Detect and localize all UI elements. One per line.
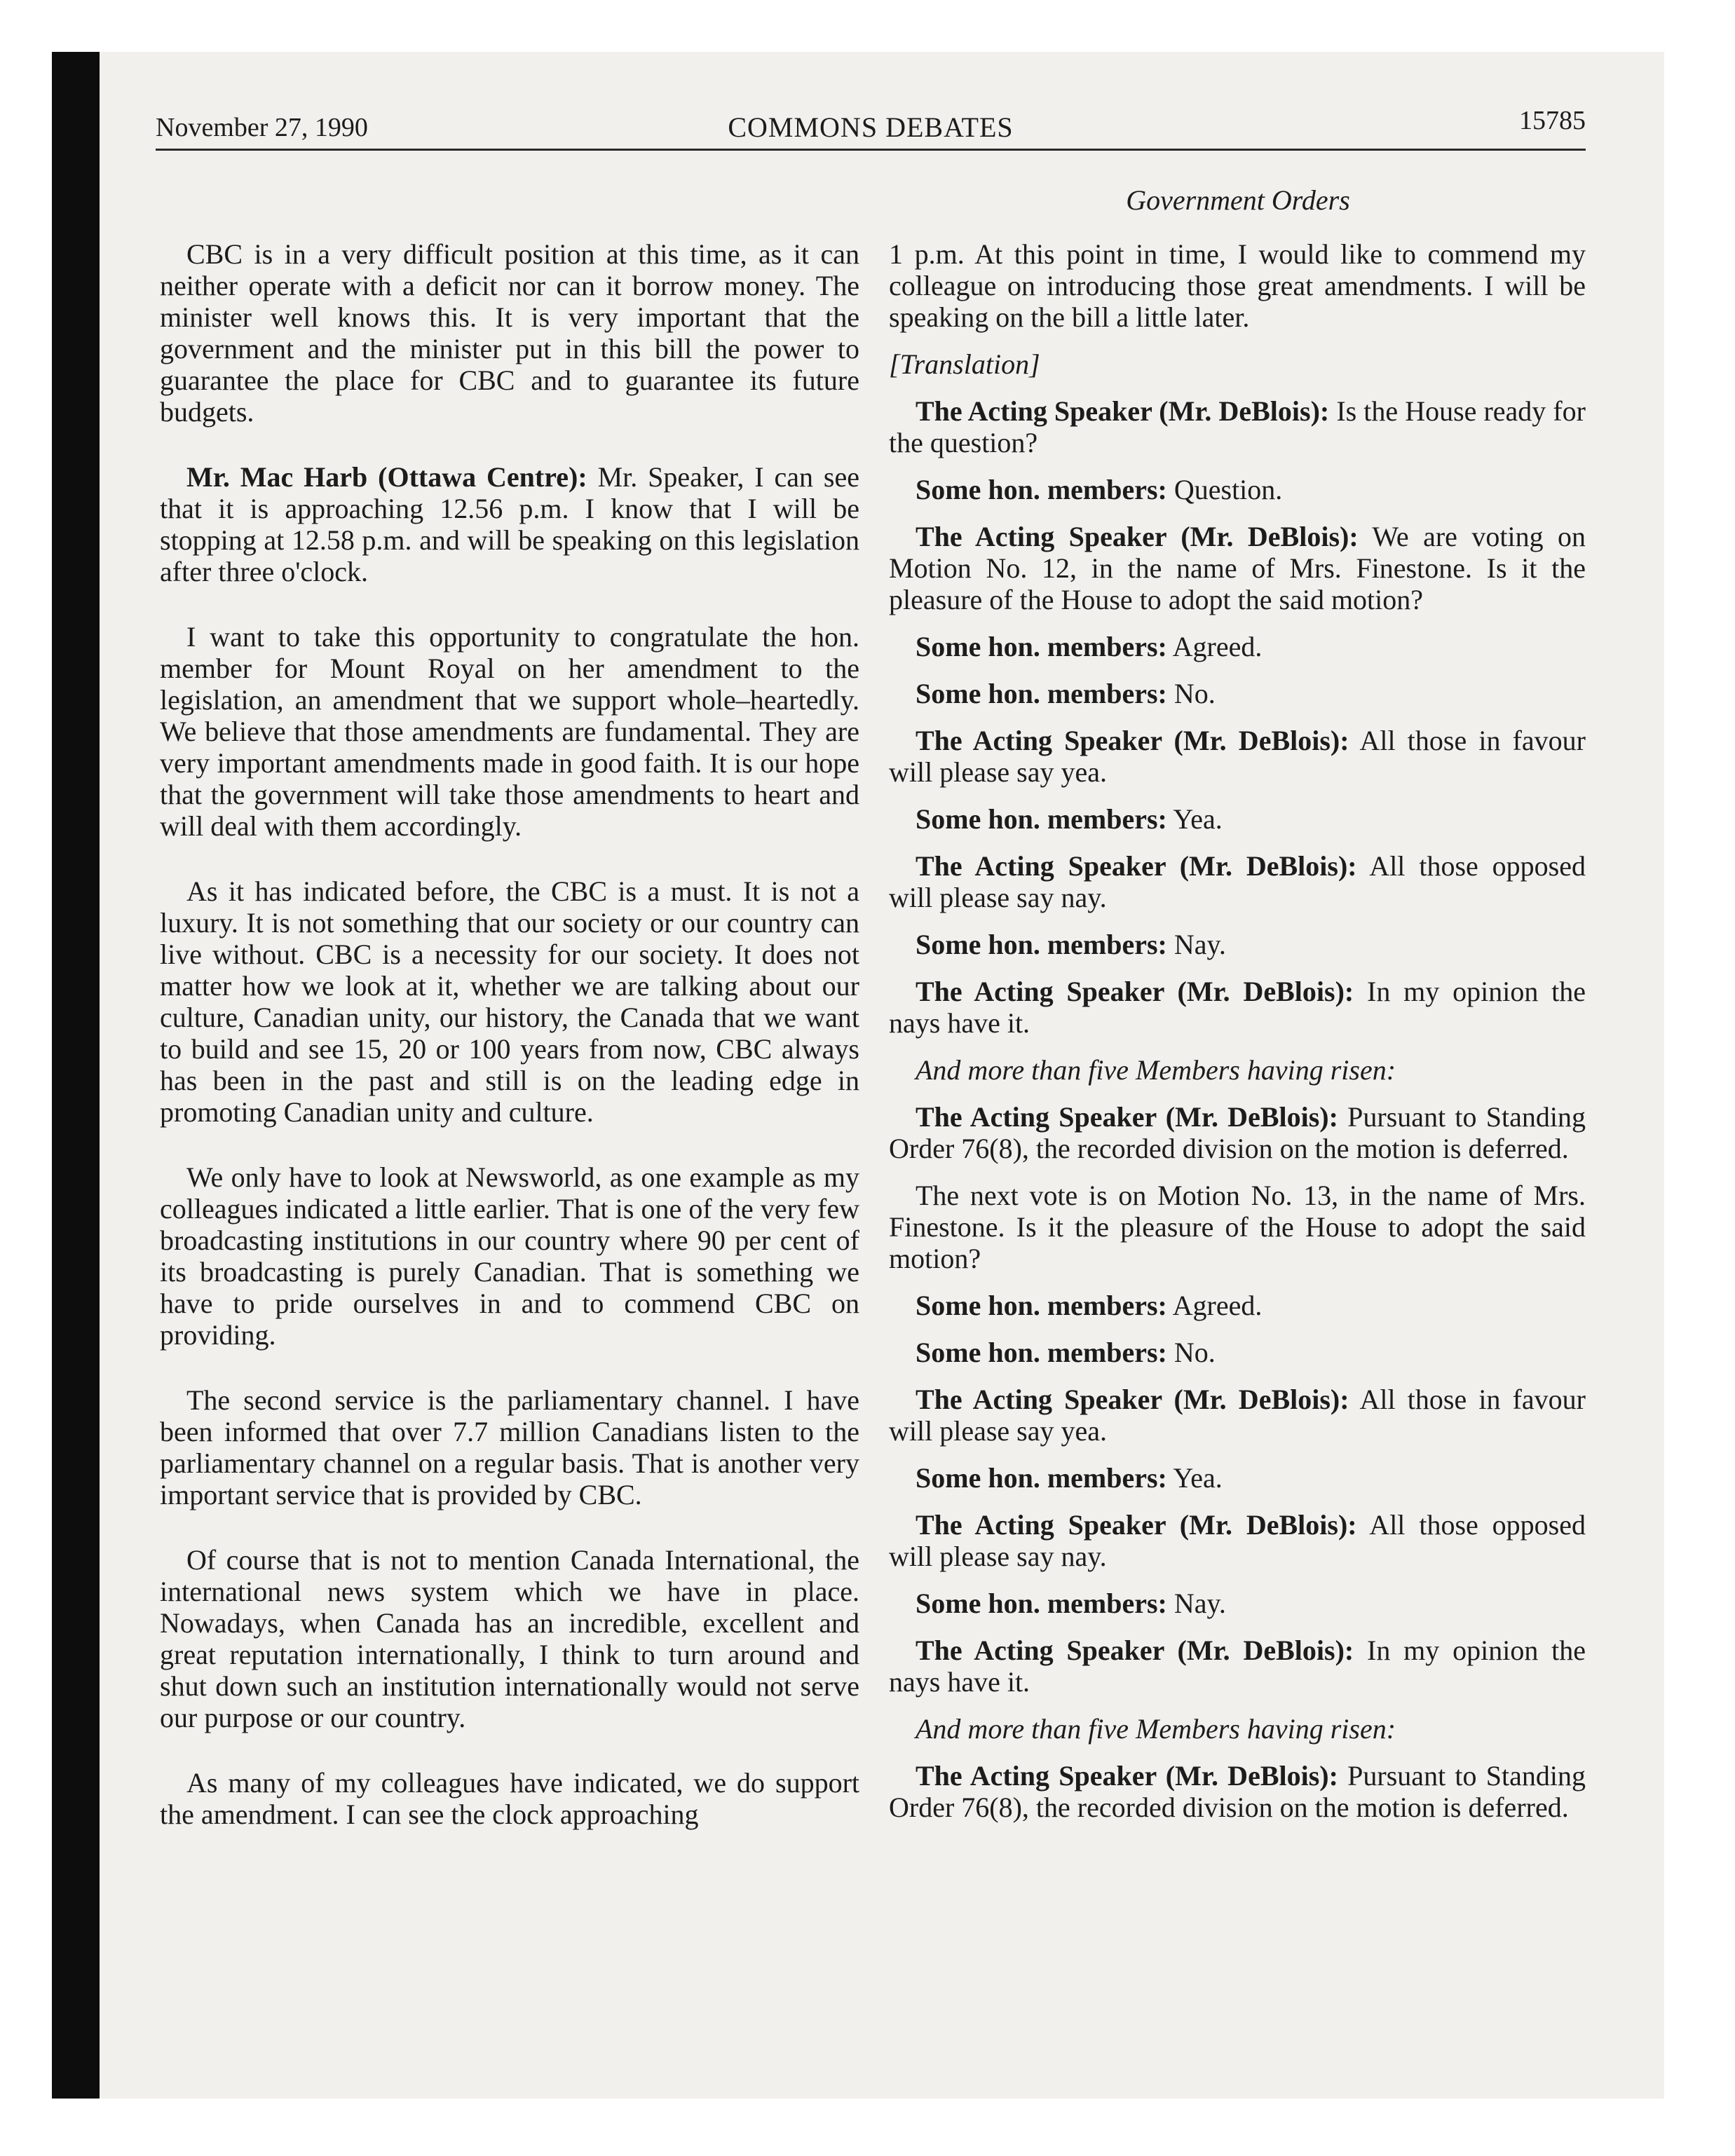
speaker-name: Some hon. members:	[916, 474, 1167, 505]
header-date: November 27, 1990	[156, 113, 368, 142]
speech-paragraph	[889, 850, 1586, 913]
speech-paragraph	[889, 803, 1586, 835]
speech-text: All those in favour will please say yea.	[889, 1384, 1586, 1447]
paragraph: As many of my colleagues have indicated, we do support the amendment. I can see the clock approaching	[160, 1767, 859, 1830]
speaker-name: The Acting Speaker (Mr. DeBlois):	[916, 1635, 1354, 1666]
paragraph: As it has indicated before, the CBC is a must. It is not a luxury. It is not something that our society or our country can live without. CBC is a necessity for our society. It does not matter how we look at it, whether we are talking about our culture, Canadian unity, our history, the Canada that we want to build and see 15, 20 or 100 years from now, CBC always has been in the past and still is on the leading edge in promoting Canadian unity and culture.	[160, 875, 859, 1128]
speaker-name: Some hon. members:	[916, 1337, 1167, 1368]
running-header	[156, 105, 1586, 149]
speech-text: All those opposed will please say nay.	[889, 1509, 1586, 1572]
speaker-name: The Acting Speaker (Mr. DeBlois):	[916, 395, 1330, 427]
speech-text: In my opinion the nays have it.	[889, 976, 1586, 1039]
speech-paragraph	[889, 1635, 1586, 1698]
speech-paragraph	[160, 461, 859, 587]
header-rule	[156, 149, 1586, 151]
header-title: COMMONS DEBATES	[728, 111, 1014, 143]
speech-text: Is the House ready for the question?	[889, 395, 1586, 458]
speech-text: No.	[1166, 678, 1216, 709]
speech-paragraph	[889, 474, 1586, 505]
speech-text: Yea.	[1166, 803, 1223, 835]
speech-text: All those in favour will please say yea.	[889, 725, 1586, 788]
page-number: 15785	[1519, 106, 1586, 135]
speech-paragraph	[889, 1384, 1586, 1447]
speech-text: In my opinion the nays have it.	[889, 1635, 1586, 1698]
speech-paragraph	[889, 395, 1586, 458]
paragraph: The next vote is on Motion No. 13, in the name of Mrs. Finestone. Is it the pleasure of the House to adopt the said motion?	[889, 1180, 1586, 1274]
speech-paragraph	[889, 929, 1586, 960]
paragraph: Of course that is not to mention Canada International, the international news system which we have in place. Nowadays, when Canada has an incredible, excellent and great reputation internationally, I think to turn around and shut down such an institution internationally would not serve our purpose or our country.	[160, 1544, 859, 1733]
speaker-name: The Acting Speaker (Mr. DeBlois):	[916, 1101, 1338, 1133]
speech-text: Pursuant to Standing Order 76(8), the recorded division on the motion is deferred.	[889, 1760, 1586, 1823]
speech-text: Mr. Speaker, I can see that it is approaching 12.56 p.m. I know that I will be stopping at 12.58 p.m. and will be speaking on this legislation after three o'clock.	[160, 461, 859, 587]
speech-text: Nay.	[1166, 929, 1226, 960]
paragraph: 1 p.m. At this point in time, I would like to commend my colleague on introducing those great amendments. I will be speaking on the bill a little later.	[889, 238, 1586, 333]
paragraph: We only have to look at Newsworld, as one example as my colleagues indicated a little earlier. That is one of the very few broadcasting institutions in our country where 90 per cent of its broadcasting is purely Canadian. That is something we have to pride ourselves in and to commend CBC on providing.	[160, 1161, 859, 1351]
speech-text: Yea.	[1166, 1462, 1223, 1494]
speech-paragraph	[889, 1290, 1586, 1321]
paragraph: CBC is in a very difficult position at this time, as it can neither operate with a deficit nor can it borrow money. The minister well knows this. It is very important that the government and the minister put in this bill the power to guarantee the place for CBC and to guarantee its future budgets.	[160, 238, 859, 428]
speaker-name: Some hon. members:	[916, 803, 1167, 835]
speech-text: All those opposed will please say nay.	[889, 850, 1586, 913]
speech-paragraph	[889, 631, 1586, 662]
speaker-name: Some hon. members:	[916, 929, 1167, 960]
speaker-name: The Acting Speaker (Mr. DeBlois):	[916, 1760, 1338, 1792]
speaker-name: The Acting Speaker (Mr. DeBlois):	[916, 1384, 1349, 1415]
speech-paragraph	[889, 1462, 1586, 1494]
speech-text: Nay.	[1166, 1588, 1226, 1619]
speech-paragraph	[889, 521, 1586, 615]
speech-paragraph	[889, 1509, 1586, 1572]
stage-direction: And more than five Members having risen:	[916, 1713, 1396, 1745]
speech-paragraph	[889, 725, 1586, 788]
left-column	[160, 238, 859, 1864]
speaker-name: Some hon. members:	[916, 1462, 1167, 1494]
speech-text: Question.	[1166, 474, 1283, 505]
section-label: Government Orders	[1126, 184, 1350, 216]
speaker-name: The Acting Speaker (Mr. DeBlois):	[916, 1509, 1357, 1541]
speech-paragraph	[889, 678, 1586, 709]
speaker-name: Some hon. members:	[916, 1588, 1167, 1619]
stage-direction: And more than five Members having risen:	[916, 1054, 1396, 1086]
speaker-name: The Acting Speaker (Mr. DeBlois):	[916, 976, 1354, 1007]
speech-paragraph	[889, 1760, 1586, 1823]
speech-paragraph	[889, 1588, 1586, 1619]
speech-text: We are voting on Motion No. 12, in the name of Mrs. Finestone. Is it the pleasure of the House to adopt the said motion?	[889, 521, 1586, 615]
speech-paragraph	[889, 1101, 1586, 1164]
binding-edge	[52, 52, 100, 2099]
speech-paragraph	[889, 976, 1586, 1039]
speaker-name: Some hon. members:	[916, 631, 1167, 662]
paragraph: The second service is the parliamentary channel. I have been informed that over 7.7 million Canadians listen to the parliamentary channel on a regular basis. That is another very important service that is provided by CBC.	[160, 1384, 859, 1510]
speaker-name: Some hon. members:	[916, 1290, 1167, 1321]
speech-text: No.	[1166, 1337, 1216, 1368]
speech-text: Agreed.	[1166, 1290, 1263, 1321]
right-column	[889, 238, 1586, 1838]
speaker-name: Mr. Mac Harb (Ottawa Centre):	[186, 461, 587, 493]
paragraph: I want to take this opportunity to congratulate the hon. member for Mount Royal on her amendment to the legislation, an amendment that we support whole–heartedly. We believe that those amendments are fundamental. They are very important amendments made in good faith. It is our hope that the government will take those amendments to heart and will deal with them accordingly.	[160, 621, 859, 842]
speaker-name: Some hon. members:	[916, 678, 1167, 709]
speech-text: Pursuant to Standing Order 76(8), the recorded division on the motion is deferred.	[889, 1101, 1586, 1164]
translation-marker: [Translation]	[889, 348, 1040, 380]
speech-text: Agreed.	[1166, 631, 1263, 662]
speaker-name: The Acting Speaker (Mr. DeBlois):	[916, 850, 1357, 882]
speech-paragraph	[889, 1337, 1586, 1368]
speaker-name: The Acting Speaker (Mr. DeBlois):	[916, 725, 1349, 756]
speaker-name: The Acting Speaker (Mr. DeBlois):	[916, 521, 1359, 552]
